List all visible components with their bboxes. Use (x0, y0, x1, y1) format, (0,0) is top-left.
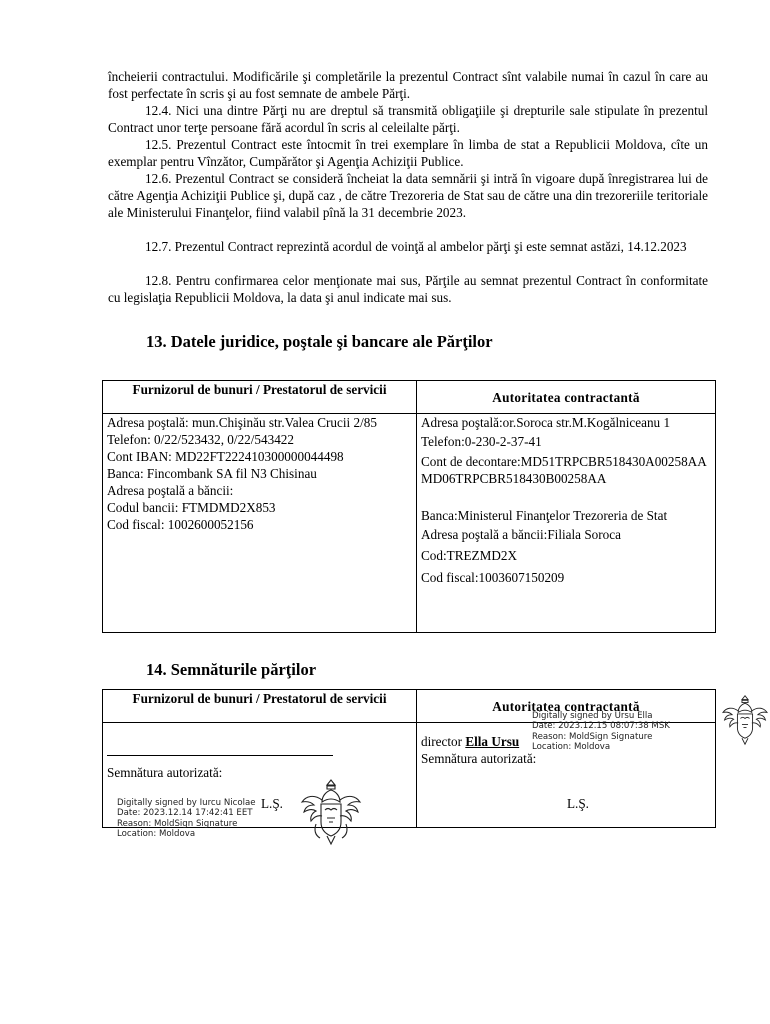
paragraph-12-3-continuation: încheierii contractului. Modificările şi completările la prezentul Contract sînt valabile numai în cazul în care au fost perfectate în scris şi au fost semnate de ambele Părţi. (108, 69, 708, 101)
authority-signature-label: Semnătura autorizată: (421, 751, 537, 766)
paragraph-12-4: 12.4. Nici una dintre Părţi nu are dreptul să transmită obligaţiile şi drepturile sale stipulate în prezentul Contract unor terţe persoane fără acordul în scris al celeilalte părţi. (108, 103, 708, 135)
supplier-fiscal-code: Cod fiscal: 1002600052156 (107, 517, 254, 532)
authority-bank: Banca:Ministerul Finanţelor Trezoreria de Stat (421, 507, 668, 523)
supplier-dsig-reason: Reason: MoldSign Signature (117, 818, 238, 829)
supplier-iban: Cont IBAN: MD22FT222410300000044498 (107, 449, 344, 464)
authority-dsig-signer: Digitally signed by Ursu Ella (532, 711, 653, 721)
supplier-details (103, 414, 417, 633)
section-14-title: 14. Semnăturile părţilor (146, 660, 317, 679)
supplier-dsig-location: Location: Moldova (117, 829, 196, 840)
party-details-table (102, 380, 716, 633)
supplier-ls: L.Ş. (261, 796, 283, 811)
supplier-bank-code: Codul bancii: FTMDMD2X853 (107, 500, 276, 515)
authority-digital-signature (532, 711, 670, 753)
supplier-dsig-signer: Digitally signed by Iurcu Nicolae (117, 798, 256, 808)
authority-ls: L.Ş. (567, 796, 589, 811)
authority-account: Cont de decontare:MD51TRPCBR518430A00258AA MD06TRPCBR518430B00258AA (421, 453, 706, 487)
authority-details (417, 414, 716, 633)
sig-supplier-header: Furnizorul de bunuri / Prestatorul de servicii (103, 690, 417, 723)
paragraph-12-5: 12.5. Prezentul Contract este întocmit în trei exemplare în limba de stat a Republicii Moldova, cîte un exemplar pentru Vînzător, Cumpărător şi Agenţia Achiziţii Publice. (108, 137, 708, 169)
supplier-bank: Banca: Fincombank SA fil N3 Chisinau (107, 466, 317, 481)
moldova-coat-of-arms-icon (720, 682, 770, 758)
supplier-signature-line (107, 743, 412, 760)
supplier-digital-signature (117, 798, 256, 840)
authority-bank-address: Adresa poştală a băncii:Filiala Soroca (421, 527, 621, 543)
authority-fiscal-code: Cod fiscal:1003607150209 (421, 569, 565, 585)
supplier-phone: Telefon: 0/22/523432, 0/22/543422 (107, 432, 294, 447)
authority-code: Cod:TREZMD2X (421, 548, 517, 564)
supplier-bank-address: Adresa poştală a băncii: (107, 483, 234, 498)
authority-address: Adresa poştală:or.Soroca str.M.Kogălniceanu 1 (421, 415, 671, 430)
paragraph-12-7: 12.7. Prezentul Contract reprezintă acordul de voinţă al ambelor părţi şi este semnat astăzi, 14.12.2023 (145, 239, 687, 254)
director-name: Ella Ursu (465, 734, 520, 749)
supplier-address: Adresa poştală: mun.Chişinău str.Valea Crucii 2/85 (107, 415, 377, 430)
authority-dsig-reason: Reason: MoldSign Signature (532, 731, 653, 742)
supplier-header: Furnizorul de bunuri / Prestatorul de servicii (103, 381, 417, 414)
supplier-dsig-date: Date: 2023.12.14 17:42:41 EET (117, 808, 253, 819)
paragraph-12-8: 12.8. Pentru confirmarea celor menţionate mai sus, Părţile au semnat prezentul Contract în conformitate cu legislaţia Republicii Moldova, la data şi anul indicate mai sus. (108, 273, 708, 305)
authority-dsig-location: Location: Moldova (532, 742, 611, 753)
authority-header: Autoritatea contractantă (417, 381, 716, 414)
supplier-signature-label: Semnătura autorizată: (107, 765, 223, 780)
paragraph-12-6: 12.6. Prezentul Contract se consideră încheiat la data semnării şi intră în vigoare după înregistrarea lui de către Agenţia Achiziţii Publice şi, după caz , de către Trezoreria de Stat sau de către una din trezoreriile teritoriale ale Ministerului Finanţelor, fiind valabil pînă la 31 decembrie 2023. (108, 171, 708, 220)
section-13-title: 13. Datele juridice, poştale şi bancare ale Părţilor (146, 332, 493, 351)
moldova-coat-of-arms-icon (298, 774, 364, 850)
sig-authority-header: Autoritatea contractantă (417, 690, 716, 723)
authority-phone: Telefon:0-230-2-37-41 (421, 434, 542, 450)
authority-dsig-date: Date: 2023.12.15 08:07:38 MSK (532, 721, 670, 732)
director-prefix: director (421, 734, 466, 749)
